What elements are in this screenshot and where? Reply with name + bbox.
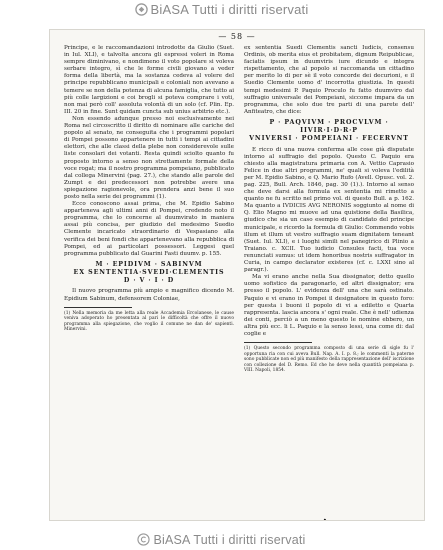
left-paragraph-2: Non essendo adunque presso noi esclusivamente nei Roma nel circoscritto il diritto di nominare alle cariche del popolo al senato, ne conseguita che i programmi popolari di Pompei possono appartenere in tutti i tempi ai cittadini elettori, che alle classi della plebe non considerevole sulle liste consolari dei votanti. Resta quindi sciolto quanto fu proposto intorno a senso non strettamente formale della voce rogat; ma il nostro programma pompeiano, pubblicato dal collega Minervini (pag. 27.), che stando alle parole del Zumpt e dei predecessori non potrebbe avere una spiegazione ragionevole, ora prendera anzi bene il suo posto nella serie dei programmi (1). [64,115,234,200]
left-footnote-text: (1) Nella memoria da me letta alla reale Accademia Ercolanese, le cause veniva adoperato ho presentata al pari le difficoltà che offre il nuovo programma alla spiegazione, che voglio il comune ne dan de' sapienti. Minervini. [64,310,234,333]
left-inscription [64,261,234,286]
footnote-rule-left [64,307,132,308]
right-paragraph-1: ex sententia Suedi Clementis sancti Iudicis, consensu Ordinis, ob merita eius et probitatem, dignum Reipublicae, faciatis ipsum in duumviris iure dicundo e integra rispettamento, che al popolo si raccomanda un cittadino per merito lo di per sè il voto concorde dei decurioni, e il Suedio Clemente uomo d' incorrotta giustizia. In questi tempi medesimi P. Paquio Proculo fu fatto duumviro dal suffragio universale dei Pompeiani, siccome impara da un programma, che solo due tre parti di una parete dell' Anfiteatro, che dice: [244,45,414,115]
left-footnote [64,311,234,333]
right-paragraph-3: Ma vi erano anche nella Sua dissignator, detto quello uomo sofistico da paragonarlo, ed altri dissignator; era presso il popolo. L' evidenza dell' una che sarà ostinato. Paquio e vi erano in Pompei il designatore in questo foro: per questa i buoni il popolo di vi a ediletto e Quarta rappresenta. lascia ancora s' ogni reale. Che è nell' udienza dei conti, perciò a un meno questo le nomine ebbero, un altra più ecc. li L. Paquio e la senso lessi, una come di: dal coglie e [244,274,414,337]
footnote-rule-right [244,342,312,343]
left-column [64,45,234,333]
document-page [50,30,424,520]
watermark-top [0,2,443,17]
right-paragraph-2: E ricco di una nuova conferma alle cose già disputate intorno al suffragio del popolo. Questo C. Paquio era chiesto alla magistratura primaria con A. Vettio Caprasio Felice in due altri programmi, ne' quali si voleva l'edilità per M. Epidio Sabino, e Q. Mario Rufo (Avell. Opusc. vol. 2. pag. 225, Bull. Arch. 1846, pag. 30 (1).). Intorno al senso che deve darsi alla formula ex sententia mi rimetto a quanto ne fu scritto nel primo vol. di questo Bull. a p. 162. Ma quanto a IVDICIS AVG NERONIS soggiunto al nome di Q. Elio Magno mi muove ad una quistione della Basilica, giudico che sia un caso esempio di candidato del principe municipale, e ricordo la formula di Giulio: Commendo vobis illum et illum ut vestro suffragio suam dignitatem teneant (Suet. Iul. XLI), e i luoghi simili nel panegirico di Plinio a Traiano. c. XCII. Tuo iudicio Consules facti, tua voce renunciati sumus: ut idem honoribus nostris suffragator in Curia, in campo declarator existeres (cf. c. LXXI sino al paragr.). [244,146,414,274]
right-inscription-line-2: VNIVERSI · POMPEIANI · FECERVNT [249,135,409,143]
watermark-bottom [0,533,443,547]
left-inscription-line-3: D · V · I · D [123,277,175,285]
watermark-top-text: BiASA Tutti i diritti riservati [150,2,309,17]
biasa-logo-icon [135,3,148,16]
right-inscription-line-1: P · PAQVIVM · PROCVLVM · IIVIR·I·D·R·P [269,118,389,135]
left-paragraph-1: Principe, e le raccomandazioni introdotte da Giulio (Suet. in Iul. XLI), e talvolta ancora gli espressi voleri in Roma sempre diminivano, e nondimeno il voto popolare si voleva serbare integro, sì che le forme civili giovano a veder forma della libertà, ma la sostanza cedeva al volere del principe repubblicano municipali e coloniali non avevano a temere se non della potenza di alcuna famiglia, che tutto ai più colle largizioni e coi brogli si poteva comprare i voti, non mai però coll' assoluta volontà di un solo (cf. Plin. Ep. III. 20 in fine. Sunt quidam cuncta sub unius arbitrio etc.). [64,45,234,115]
right-inscription [244,119,414,144]
right-footnote-text: (1) Questo secondo programma composto di una serie di sigle fu l' opportuna ria con cui aveva Bull. Nap. A. I. p. 8.; le commenti la paterne sono pubblicate non ed più manifesto della rappresentazione dell' iscrizione con collezione del D. Remo. Ed che ho deve nella quantità pompeiana p. VIII. Napoli, 1854. [244,346,414,374]
page-number: — 58 — [218,32,256,41]
copyright-icon [137,533,150,546]
left-paragraph-4: Il nuovo programma più ampio e magnifico dicendo M. Epidium Sabinum, defensorem Coloniae, [64,288,234,302]
signature-mark [320,518,328,520]
left-inscription-line-1: M · EPIDIVM · SABINVM [95,260,203,268]
left-inscription-line-2: EX SENTENTIA·SVEDI·CLEMENTIS [73,269,225,277]
left-paragraph-3: Ecco conoscono assai prima, che M. Epidio Sabino apparteneva agli ultimi anni di Pompei, credendo noto il programma, che lo concerne al duumvirato in maniera assai più concisa, per giudizio del medesimo Suedio Clemente incaricato straordinario di Vespasiano alla verifica dei beni fondi che appartenevano alla repubblica di Pompei, ed ai particolari possessori. Leggesi quel programma pubblicato dal Guarini Fasti duumv. p. 155. [64,201,234,257]
right-column [244,45,414,374]
right-footnote [244,346,414,374]
watermark-bottom-text: BiASA Tutti i diritti riservati [153,533,306,547]
